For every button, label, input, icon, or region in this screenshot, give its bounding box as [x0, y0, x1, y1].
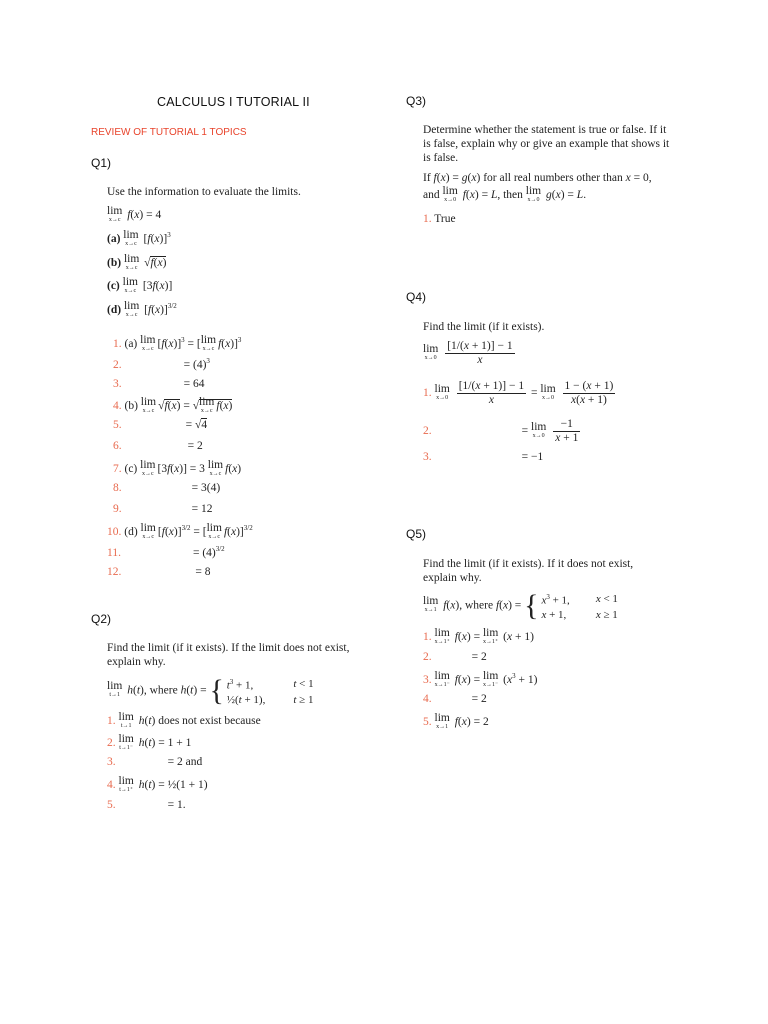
q3-line-3: is false.: [423, 152, 459, 164]
q5-piecewise: $x^3 + 1$, x < 1 x + 1, x ≥ 1: [541, 592, 618, 621]
q1-intro: Use the information to evaluate the limits.: [107, 186, 301, 198]
q4-label: Q4): [406, 290, 427, 304]
q2-step-5: 5. = 1.: [107, 799, 186, 811]
q3-statement-2: and lim x→0 f(x) = L, then lim x→0 g(x) = L.: [423, 185, 587, 203]
q2-step-4: 4. lim t→1⁺ h(t) = ½(1 + 1): [107, 775, 208, 793]
q1-part-b: (b) lim x→c √f(x): [107, 253, 167, 271]
q1-part-d: (d) lim x→c $[f(x)]^{3/2}$: [107, 300, 177, 318]
q3-line-1: Determine whether the statement is true or false. If it: [423, 124, 667, 136]
q3-label: Q3): [406, 94, 427, 108]
q2-step-3: 3. = 2 and: [107, 756, 203, 768]
q4-intro: Find the limit (if it exists).: [423, 321, 545, 333]
q5-intro-1: Find the limit (if it exists). If it does not exist,: [423, 558, 634, 570]
q2-step-2: 2. lim t→1⁻ h(t) = 1 + 1: [107, 733, 192, 751]
q3-answer: 1. True: [423, 213, 456, 225]
q4-step-2: 2. = lim x→0 $\frac{-1}{x + 1}$: [423, 418, 579, 444]
q1-step-2: 2. = $(4)^3$: [113, 357, 210, 371]
q2-label: Q2): [91, 612, 112, 626]
q1-step-3: 3. = 64: [113, 378, 205, 390]
q2-intro-1: Find the limit (if it exists). If the limit does not exist,: [107, 642, 350, 654]
q1-step-5: 5. = √4: [113, 419, 208, 431]
q5-intro-2: explain why.: [423, 572, 482, 584]
q4-step-3: 3. = −1: [423, 451, 544, 463]
q1-step-7: 7. (c) lim x→c [3f(x)] = 3 lim x→c f(x): [113, 459, 242, 477]
q1-label: Q1): [91, 156, 112, 170]
q2-given: lim t→1 h(t), where h(t) = { $t^3 + 1$, t < 1 ½(t + 1), t ≥ 1: [107, 675, 320, 707]
q5-label: Q5): [406, 527, 427, 541]
q5-step-3: 3. lim x→1⁻ f(x) = lim x→1⁻ $(x^3 + 1)$: [423, 670, 538, 688]
q1-step-4: 4. (b) lim x→c √f(x) = √ lim x→c f(x): [113, 396, 233, 414]
q5-given: lim x→1 f(x), where f(x) = { $x^3 + 1$, x < 1 x + 1, x ≥ 1: [423, 590, 624, 622]
q2-piecewise: $t^3 + 1$, t < 1 ½(t + 1), t ≥ 1: [226, 677, 314, 706]
q5-step-4: 4. = 2: [423, 693, 487, 705]
q4-step-1: 1. lim x→0 $\frac{[1/(x + 1)] - 1}{x}$ = lim x→0 $\frac{1 - (x + 1)}{x(x + 1)}$: [423, 380, 614, 406]
q1-step-6: 6. = 2: [113, 440, 203, 452]
q1-step-11: 11. = $(4)^{3/2}$: [107, 545, 225, 559]
q3-statement-1: If f(x) = g(x) for all real numbers other than x = 0,: [423, 172, 652, 184]
q5-step-2: 2. = 2: [423, 651, 487, 663]
q4-expression: lim x→0 $\frac{[1/(x + 1)] - 1}{x}$: [423, 340, 513, 366]
page-title: CALCULUS I TUTORIAL II: [157, 95, 310, 109]
q2-step-1: 1. lim t→1 h(t) does not exist because: [107, 711, 261, 729]
q1-given: lim x→c f(x) = 4: [107, 205, 162, 223]
q3-line-2: is false, explain why or give an example that shows it: [423, 138, 670, 150]
q1-part-c: (c) lim x→c [3f(x)]: [107, 276, 173, 294]
q1-step-8: 8. = 3(4): [113, 482, 221, 494]
q1-step-12: 12. = 8: [107, 566, 211, 578]
q1-step-1: 1. (a) lim x→c $[f(x)]^3$ = [ lim x→c f(x)]$^3$: [113, 334, 242, 352]
review-heading: REVIEW OF TUTORIAL 1 TOPICS: [91, 127, 247, 138]
q1-step-10: 10. (d) lim x→c $[f(x)]^{3/2}$ = [ lim x→c f(x)]$^{3/2}$: [107, 522, 253, 540]
q5-step-1: 1. lim x→1⁺ f(x) = lim x→1⁺ (x + 1): [423, 627, 534, 645]
q5-step-5: 5. lim x→1 f(x) = 2: [423, 712, 489, 730]
q1-part-a: (a) lim x→c $[f(x)]^3$: [107, 229, 171, 247]
q1-step-9: 9. = 12: [113, 503, 213, 515]
q2-intro-2: explain why.: [107, 656, 166, 668]
